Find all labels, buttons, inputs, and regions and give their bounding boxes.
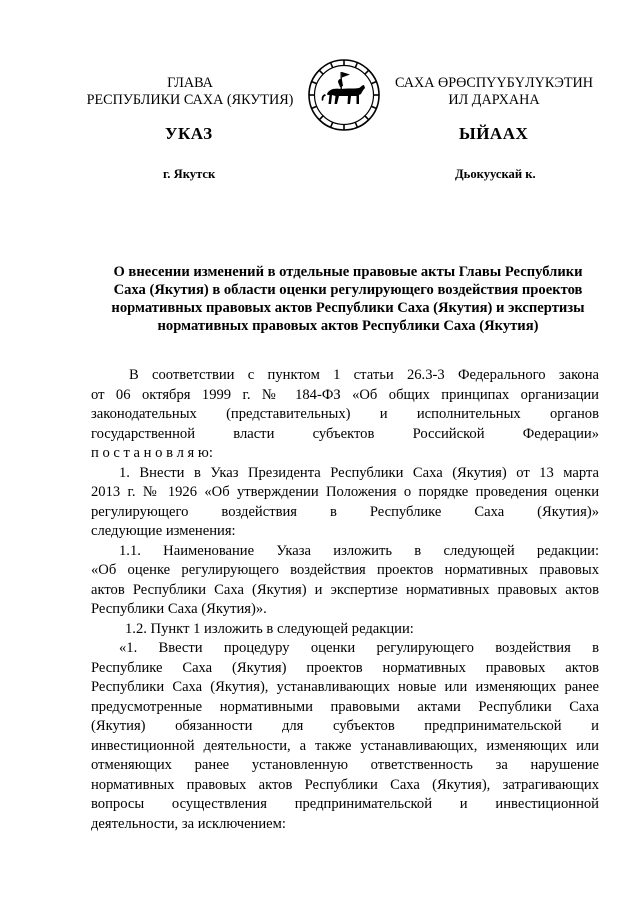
body-line: нормативных правовых актов Республики Саха (Якутия), затрагивающих xyxy=(91,776,599,793)
body-line: Республики Саха (Якутия)». xyxy=(91,601,267,617)
body-line: законодательных (представительных) и исполнительных органов xyxy=(91,406,599,422)
body-line: вопросы осуществления предпринимательской и инвестиционной xyxy=(91,796,599,812)
place-sah: Дьокуускай к. xyxy=(455,167,536,181)
decree-title xyxy=(93,263,603,335)
header-left-line-2: РЕСПУБЛИКИ САХА (ЯКУТИЯ) xyxy=(86,92,294,108)
body-line: 1. Внести в Указ Президента Республики Саха (Якутия) от 13 марта xyxy=(119,464,599,481)
body-line: Республики Саха (Якутия), устанавливающих новые или изменяющих ранее xyxy=(91,679,599,695)
body-line: следующие изменения: xyxy=(91,523,236,539)
body-line: (Якутия) обязанности для субъектов предпринимательской и xyxy=(91,718,599,734)
body-line: государственной власти субъектов Российской Федерации» xyxy=(91,425,599,442)
body-line: «Об оценке регулирующего воздействия проектов нормативных правовых xyxy=(91,562,599,578)
emblem-of-sakha xyxy=(307,58,381,132)
body-line: регулирующего воздействия в Республике Саха (Якутия)» xyxy=(91,503,599,520)
doc-type-sah: ЫЙААХ xyxy=(459,124,529,143)
body-line: деятельности, за исключением: xyxy=(91,815,286,832)
body-line: В соответствии с пунктом 1 статьи 26.3-3 Федерального закона xyxy=(129,367,599,383)
header-right-line-1: САХА ӨРӨСПҮҮБҮЛҮКЭТИН xyxy=(394,75,594,91)
body-line: отменяющих ранее установленную ответственность за нарушение xyxy=(91,757,599,773)
body-line: актов Республики Саха (Якутия) и экспертизе нормативных правовых актов xyxy=(91,581,599,598)
title-line: нормативных правовых актов Республики Саха (Якутия) xyxy=(157,318,539,334)
header-right xyxy=(384,75,604,109)
header-left-line-1: ГЛАВА xyxy=(167,75,213,91)
doc-type-ru: УКАЗ xyxy=(165,124,213,143)
body-line: «1. Ввести процедуру оценки регулирующего воздействия в xyxy=(119,640,599,656)
body-line: от 06 октября 1999 г. № 184-ФЗ «Об общих принципах организации xyxy=(91,386,599,403)
body-line: 1.1. Наименование Указа изложить в следующей редакции: xyxy=(119,542,599,559)
place-ru: г. Якутск xyxy=(163,167,216,181)
header-right-line-2: ИЛ ДАРХАНА xyxy=(448,92,540,108)
body-line: предусмотренные нормативными правовыми актами Республики Саха xyxy=(91,698,599,715)
body-line: инвестиционной деятельности, а также устанавливающих, изменяющих или xyxy=(91,737,599,754)
title-line: О внесении изменений в отдельные правовые акты Главы Республики xyxy=(113,264,583,280)
body-line: Республике Саха (Якутия) проектов нормативных правовых актов xyxy=(91,659,599,676)
body-line: 1.2. Пункт 1 изложить в следующей редакции: xyxy=(125,620,414,637)
header-left xyxy=(84,75,296,109)
title-line: нормативных правовых актов Республики Саха (Якутия) и экспертизы xyxy=(111,300,585,316)
body-line-postanovlyayu: п о с т а н о в л я ю: xyxy=(91,445,213,461)
decree-body xyxy=(91,366,599,834)
title-line: Саха (Якутия) в области оценки регулирующего воздействия проектов xyxy=(113,282,583,298)
body-line: 2013 г. № 1926 «Об утверждении Положения о порядке проведения оценки xyxy=(91,484,599,500)
